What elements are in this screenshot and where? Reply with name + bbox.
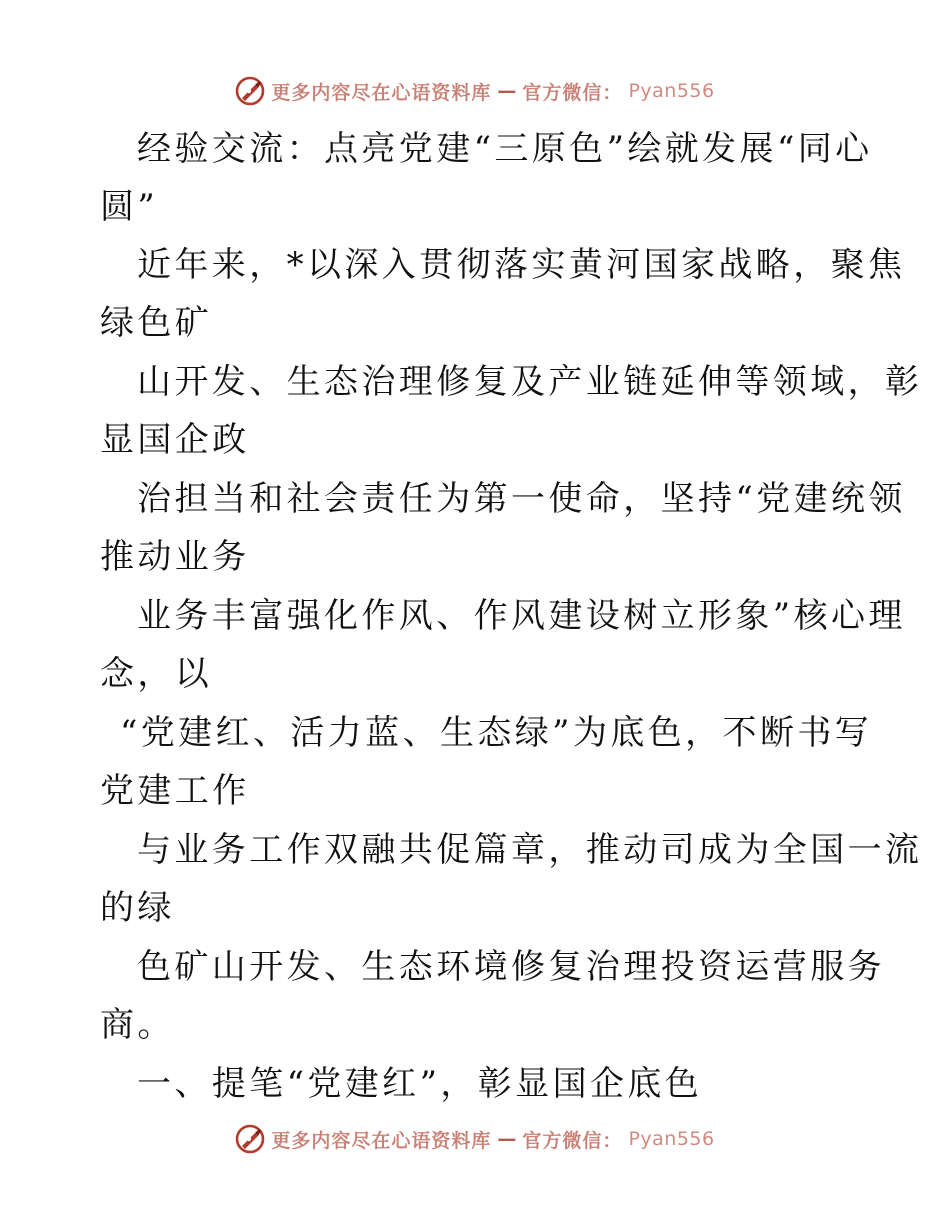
text-line: “党建红、活力蓝、生态绿”为底色，不断书写 [120, 713, 873, 753]
banner-wechat-id: Pyan556 [628, 80, 715, 102]
text-line: 与业务工作双融共促篇章，推动司成为全国一流 [137, 830, 923, 870]
banner-wechat-id: Pyan556 [628, 1128, 715, 1150]
banner-label: 官方微信： [522, 81, 623, 104]
header-banner [0, 71, 950, 111]
text-line: 治担当和社会责任为第一使命，坚持“党建统领 [137, 479, 906, 519]
text-line: 念，以 [100, 654, 213, 694]
pen-logo-icon [235, 76, 265, 106]
text-line: 推动业务 [100, 537, 250, 577]
banner-separator: — [497, 1128, 517, 1150]
text-line: 党建工作 [100, 771, 250, 811]
document-title-line-1: 经验交流：点亮党建“三原色”绘就发展“同心 [137, 129, 873, 169]
text-line: 色矿山开发、生态环境修复治理投资运营服务 [137, 947, 885, 987]
text-line: 显国企政 [100, 420, 250, 460]
text-line: 近年来，*以深入贯彻落实黄河国家战略，聚焦 [137, 245, 906, 285]
section-heading: 一、提笔“党建红”，彰显国企底色 [137, 1064, 703, 1104]
banner-label: 官方微信： [522, 1129, 623, 1152]
footer-banner [0, 1119, 950, 1159]
banner-text: 更多内容尽在心语资料库 [271, 81, 492, 104]
text-line: 商。 [100, 1005, 175, 1045]
banner-text: 更多内容尽在心语资料库 [271, 1129, 492, 1152]
pen-logo-icon [235, 1124, 265, 1154]
document-title-line-2: 圆” [100, 187, 159, 227]
text-line: 绿色矿 [100, 303, 213, 343]
text-line: 业务丰富强化作风、作风建设树立形象”核心理 [137, 596, 906, 636]
banner-separator: — [497, 80, 517, 102]
text-line: 山开发、生态治理修复及产业链延伸等领域，彰 [137, 362, 923, 402]
text-line: 的绿 [100, 888, 175, 928]
